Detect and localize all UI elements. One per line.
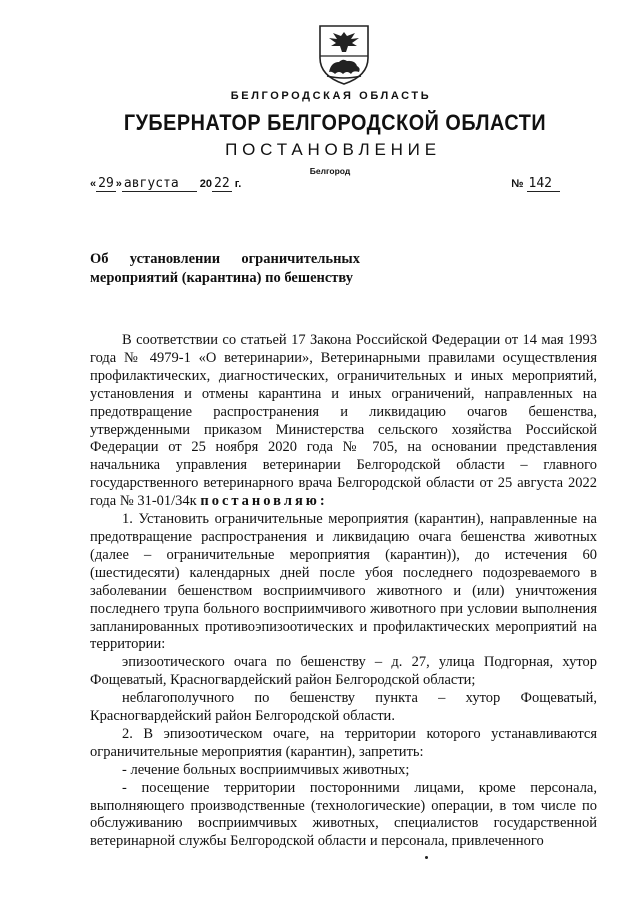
issue-city: Белгород [309,166,351,176]
number-label: № [511,178,524,190]
page-dot-mark [425,856,428,859]
date-open-quote: « [90,178,97,190]
date-number-row [90,176,560,194]
title-line-2: мероприятий (карантина) по бешенству [90,270,354,286]
issuing-authority: ГУБЕРНАТОР БЕЛГОРОДСКОЙ ОБЛАСТИ [123,110,547,135]
clause-1-focus: эпизоотического очага по бешенству – д. 27, улица Подгорная, хутор Фощеватый, Красногвардейский район Белгородской области; [90,654,597,689]
date-year-suffix: 22 [214,176,230,191]
document-body [90,332,597,851]
title-line-1: Об установлении ограничительных [90,251,360,267]
date-month: августа [122,176,197,192]
date-close-quote: » [115,178,122,190]
number-value: 142 [527,176,560,192]
date-year-unit: г. [234,178,242,190]
document-number [511,176,560,191]
clause-1: 1. Установить ограничительные мероприятия (карантин), направленные на предотвращение распространения и ликвидацию очага бешенства животных (далее – ограничительные мероприятия (карантин)), до истечения 60 (шестидесяти) календарных дней после убоя последнего подозреваемого в заболевании бешенством восприимчивого животного и (или) уничтожения последнего трупа больного восприимчивого животного при условии выполнения запланированных противоэпизоотических и профилактических мероприятий на территории: [90,511,597,653]
coat-of-arms-emblem [317,24,371,86]
clause-2-item-treatment: - лечение больных восприимчивых животных; [122,761,410,778]
preamble-paragraph [90,332,597,511]
clause-1-locality: неблагополучного по бешенству пункта – хутор Фощеватый, Красногвардейский район Белгородской области. [90,690,597,725]
document-title [90,250,360,288]
clause-2-item-visits: - посещение территории посторонними лицами, кроме персонала, выполняющего производственные (технологические) операции, в том числе по обслуживанию восприимчивых животных, специалистов государственной ветеринарной службы Белгородской области и персонала, привлеченного [90,779,597,850]
clause-2: 2. В эпизоотическом очаге, на территории которого устанавливаются ограничительные мероприятия (карантин), запретить: [90,725,597,760]
issue-date [90,176,241,191]
region-name: БЕЛГОРОДСКАЯ ОБЛАСТЬ [230,90,432,102]
date-year-prefix: 20 [199,178,213,190]
document-type: ПОСТАНОВЛЕНИЕ [225,140,441,159]
date-day: 29 [98,176,114,191]
decree-word: постановляю: [200,493,328,510]
preamble-text: В соответствии со статьей 17 Закона Российской Федерации от 14 мая 1993 года № 4979-1 «О ветеринарии», Ветеринарными правилами осуществления профилактических, диагностических, ограничительных и иных мероприятий, установления и отмены карантина и иных ограничений, направленных на предотвращение распространения и ликвидацию очагов бешенства, утвержденными приказом Министерства сельского хозяйства Российской Федерации от 25 ноября 2020 года № 705, на основании представления начальника управления ветеринарии Белгородской области – главного государственного ветеринарного врача Белгородской области от 25 августа 2022 года № 31-01/34к [90,332,597,510]
